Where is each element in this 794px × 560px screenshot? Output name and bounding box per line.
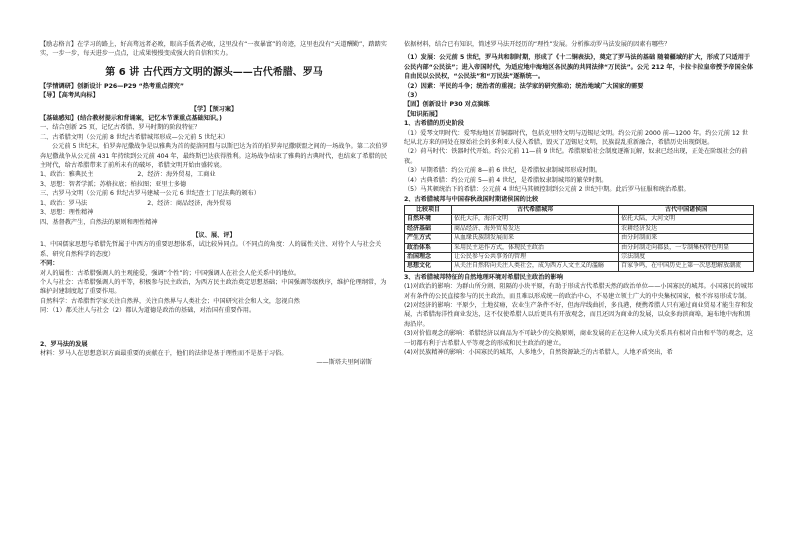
knowledge-3b: (2)对经济的影响：平原少，土地贫瘠，农业生产条件不好，但海岸线曲折，多良港，便携希腊人只有通过商业贸易才能生存和发展，古希腊海洋性商业发达，这不仅使希腊人以后更具有开放观念，而且还因为商业的发展，以众多海滨商埠，遍布地中海和黑海沿岸。	[404, 301, 754, 328]
table-row	[405, 215, 754, 224]
table-cell-china: 宗法制度	[619, 252, 754, 261]
lesson-title: 第 6 讲 古代西方文明的源头——古代希腊、罗马	[105, 66, 323, 78]
basics-heading: 【基础感知】(结合教材提示和背诵案，记忆本节课重点基础知识。)	[40, 115, 222, 123]
discuss-2-material: 材料：罗马人在思想意识方面最重要的贡献在于，他们的法律是基于理性而不是基于习俗。	[40, 349, 288, 357]
right-column	[404, 40, 754, 357]
table-cell-greece: 让公民参与公共事务的管理	[452, 252, 619, 261]
table-header-item: 比较项目	[405, 205, 452, 214]
q2-economy: 2、经济：海外贸易，工商业	[137, 171, 216, 179]
table-header-greece: 古代希腊城邦	[452, 205, 619, 214]
discuss-1-society: 个人与社会：古希腊强调人的平等，积极参与民主政治，为西方民主政治奠定思想基础；中国强调等级秩序，维护伦理纲常，为维护封建制度起了重要作用。	[40, 278, 387, 296]
table-row	[405, 243, 754, 252]
table-cell-greece: 依托大洋，海洋文明	[452, 215, 619, 224]
table-cell-key: 经济基础	[405, 224, 452, 233]
table-cell-key: 产生方式	[405, 234, 452, 243]
table-cell-china: 农耕经济发达	[619, 224, 754, 233]
motto: 【励志格言】在学习的路上，好高骛远者必败，眼高手低者必败，这里没有“一夜暴富”的奇迹，这里也没有“天道酬勤”，踏踏实实，一步一步，每天进步一点点，让成果慢慢变成强大的自信和实力。	[40, 41, 387, 58]
knowledge-1: 1、古希腊的历史阶段	[404, 120, 464, 128]
discuss-2: 2、罗马法的发展	[40, 340, 88, 348]
answer-1: （1）发展：公元前 5 世纪，罗马共和制时期，形成了《十二铜表法》，奠定了罗马法的基础 随着疆域的扩大，形成了只适用于公民内部“公民法”；进入帝国时代，为适应地中海地区各民族的共同法律“万民法”。公元 212 年，卡拉卡拉皇帝授予帝国全体自由民以公民权，“公民法”和“万民法”逐渐统一。	[404, 54, 754, 81]
table-cell-china: 由分封制而来	[619, 234, 754, 243]
discuss-2-source: ——斯塔夫里阿诺斯	[316, 359, 372, 367]
study-header: 【学】【预习案】	[190, 105, 238, 113]
table-cell-key: 思想文化	[405, 262, 452, 271]
knowledge-2: 2、古希腊城邦与中国春秋战国时期诸侯国的比较	[404, 195, 539, 203]
table-cell-key: 自然环境	[405, 215, 452, 224]
knowledge-1a: （1）爱琴文明时代：爱琴海地区青铜器时代，包括克里特文明与迈锡尼文明。约公元前 2000 前—1200 年。约公元前 12 世纪从北方来的同处在原始社会的多利亚人侵入希腊，毁灭了迈锡尼文明，民族混乱重新融合，希腊历史出现倒退。	[404, 129, 748, 147]
knowledge-3: 3、古希腊城邦特征的自然地理环境对希腊民主政治的影响	[404, 273, 563, 281]
table-cell-china: 由分封制走向郡县，一专制集权特色明显	[619, 243, 754, 252]
rome-question: 依据材料，结合已有知识，简述罗马法开经历的“理性”发展。分析推动罗马法发展的因素有哪些？	[404, 41, 671, 48]
question-2-row-1	[40, 170, 388, 179]
table-row	[405, 252, 754, 261]
knowledge-3d: (4)对民族精神的影响：小国寡民的城邦，人多地少，自然资源缺乏的古希腊人，人地矛盾突出，希	[404, 349, 673, 356]
answer-3: （3）	[404, 92, 421, 100]
knowledge-3c: (3)对价值观念的影响：希腊经济以商品为不可缺少的交换原则，商业发展的正在这种人成为关系具有相对自由和平等的观念，这一切都有利于古希腊人平等观念的形成和民主政治的建立。	[404, 330, 754, 347]
question-3: 三、古罗马文明（公元前 6 世纪古罗马建城一公元 6 世纪查士丁尼法典的颁布）	[40, 190, 260, 198]
discuss-1-nature: 自然科学：古希腊哲学家关注自然界，关注自然界与人类社会；中国研究社会和人文，忽视自然	[40, 297, 300, 305]
left-column	[40, 40, 388, 368]
table-cell-china: 百家争鸣，在中国历史上第一次思想解放潮流	[619, 262, 754, 271]
knowledge-3a: (1)对政治的影响：为群山所分割、阻隔的小块平原，有助于形成古代希腊天然的政治单位——小国寡民的城邦。小国寡民的城邦对有条件的公民直接参与的民主政治，而且难以形成统一的政治中心，不易建立领土广大的中央集权国家，极不容易形成专制。	[404, 283, 754, 300]
table-cell-greece: 从关注自然转向关注人类社会，成为西方人文主义的滥觞	[452, 262, 619, 271]
discuss-1-same: 同：（1）都关注人与社会（2）都认为道德是政治的基础，对治国有重要作用。	[40, 307, 256, 315]
discuss-1-diff: 不同：	[40, 260, 59, 268]
knowledge-1c: （3）早期希腊：约公元前 8—前 6 世纪，是希腊奴隶制城邦形成时期。	[404, 167, 602, 175]
q3-economy: 2、经济：商品经济，海外贸易	[147, 199, 232, 207]
discuss-1-person: 对人的属性：古希腊强调人的主观能爱，强调“个性”的；中国强调人在社会人伦关系中的地位。	[40, 269, 301, 277]
answer-2: （2）因素：平民的斗争；统治者的重视；法学家的研究推动；统治地域广大国家的需要	[404, 82, 644, 90]
comparison-table	[404, 205, 754, 272]
question-2-body: 公元前 5 世纪末，伯罗奔尼撒战争是以雅典为首的提洛同盟与以斯巴达为首的伯罗奔尼撒联盟之间的一场战争。第二次伯罗奔尼撒战争从公元前 431 年持续到公元前 404 年，最终斯巴达获得胜利。这场战争结束了雅典的古典时代，也结束了希腊的民主时代，给古希腊带来了前所未有的破坏，希腊文明开始由盛转衰。	[40, 143, 388, 170]
table-row	[405, 262, 754, 271]
knowledge-1d: （4）古典希腊：约公元前 5—前 4 世纪，是希腊奴隶制城邦的繁荣时期。	[404, 176, 608, 184]
q3-politics: 1、政治：罗马法	[40, 199, 88, 207]
table-row	[405, 234, 754, 243]
table-row	[405, 224, 754, 233]
expand-heading: 【知识拓展】	[404, 110, 442, 118]
q2-politics: 1、政治：雅典民主	[40, 171, 94, 179]
table-header-row	[405, 205, 754, 214]
question-1: 一、结合创新 25 页，记忆古希腊、罗马时期的阶段特征？	[40, 124, 201, 132]
knowledge-1b: （2）荷马时代：铁器时代开始。约公元前 11—前 9 世纪。希腊原始社会制度逐渐瓦解，奴隶已经出现，正处在阶级社会的前夜。	[404, 148, 748, 165]
table-header-china: 古代中国诸侯国	[619, 205, 754, 214]
table-cell-key: 政治体系	[405, 243, 452, 252]
table-cell-china: 依托大陆，大河文明	[619, 215, 754, 224]
guide-line-1: 【学情调研】创新设计 P26—P29 “热考重点探究”	[40, 82, 184, 90]
knowledge-1e: （5）马其顿统治下的希腊：公元前 4 世纪马其顿控制到公元前 2 世纪中期。此后罗马征服和统治希腊。	[404, 186, 690, 194]
question-2: 二、古希腊文明（公元前 8 世纪古希腊城邦形成—公元前 5 世纪末）	[40, 133, 229, 141]
table-cell-greece: 从血缘氏族制发展而来	[452, 234, 619, 243]
table-cell-key: 治国理念	[405, 252, 452, 261]
consolidate-heading: 【固】创新设计 P30 对点演练	[404, 101, 490, 109]
guide-line-2: 【导】【高考风向标】	[40, 92, 99, 100]
question-4: 四、基督教产生，自然法的原则和理性精神	[40, 218, 158, 226]
q3-thought: 3、思想：理性精神	[40, 209, 94, 217]
discuss-header: 【议、展、评】	[192, 231, 236, 239]
q2-thought: 3、思想：智者学派；苏格拉底；柏拉图；亚里士多德	[40, 180, 187, 188]
question-3-row-1	[40, 199, 388, 208]
table-cell-greece: 商品经济、海外贸易发达	[452, 224, 619, 233]
discuss-1: 1、中国儒家思想与希腊先哲属于中西方的重要思想体系，试比较异同点。（不同点的角度：人的属性关注、对待个人与社会关系、研究自然科学的态度）	[40, 241, 382, 258]
table-cell-greece: 采用民主运作方式，体现民主政治	[452, 243, 619, 252]
